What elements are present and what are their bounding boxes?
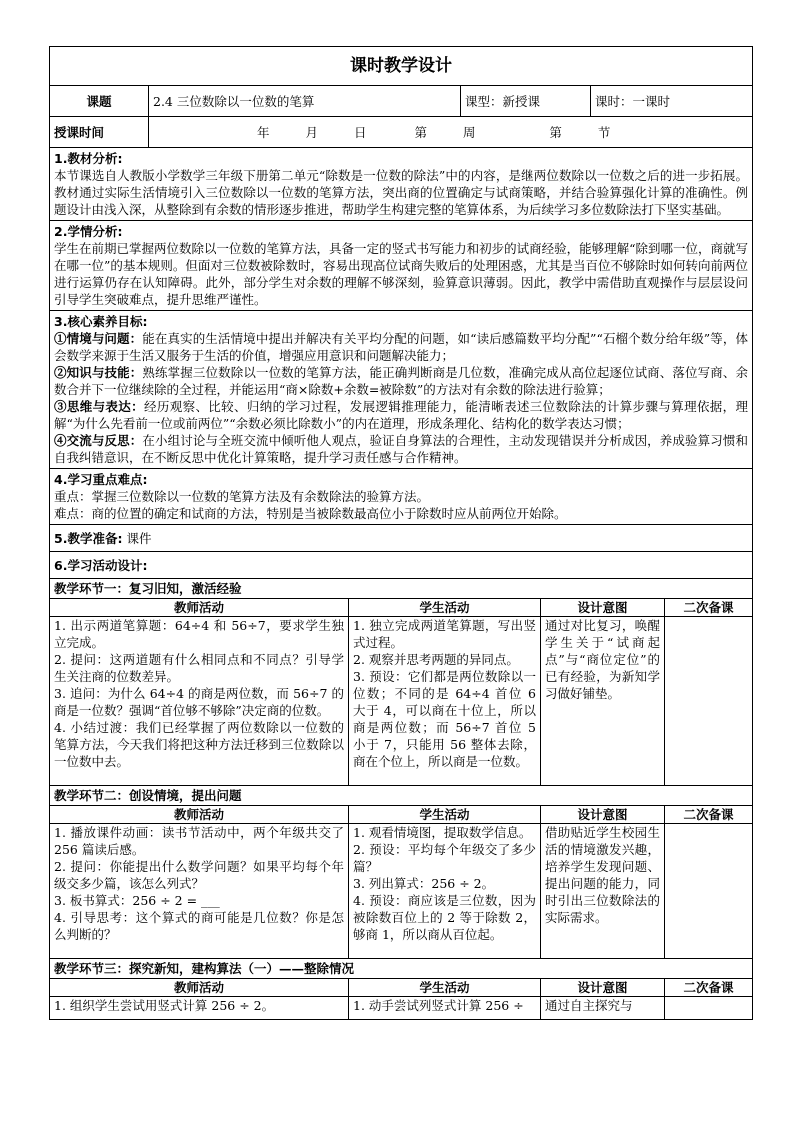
second-prep — [665, 617, 753, 786]
phase-title: 教学环节二：创设情境，提出问题 — [50, 786, 753, 806]
section-title: 5.教学准备: — [54, 530, 123, 546]
section-activity-design: 6.学习活动设计: — [50, 552, 753, 579]
student-step: 1. 独立完成两道笔算题，写出竖式过程。 — [353, 618, 536, 650]
month-label: 月 — [305, 124, 318, 140]
design-intent: 通过自主探究与 — [541, 997, 665, 1020]
teacher-step: 3. 追问：为什么 64÷4 的商是两位数，而 56÷7 的商是一位数？强调“首位够不够除”决定商的位数。 — [54, 686, 344, 718]
student-activity — [349, 617, 541, 786]
col-teacher: 教师活动 — [50, 979, 349, 997]
section-title: 1.教材分析: — [54, 151, 123, 166]
goal-label: ②知识与技能： — [54, 365, 143, 380]
teacher-step: 2. 提问：你能提出什么数学问题？如果平均每个年级交多少篇，该怎么列式？ — [54, 859, 344, 891]
section-body: 本节课选自人教版小学数学三年级下册第二单元“除数是一位数的除法”中的内容，是继两位数除以一位数之后的进一步拓展。教材通过实际生活情境引入三位数除以一位数的笔算方法，突出商的位置确定与试商策略，并结合验算强化计算的准确性。例题设计由浅入深，从整除到有余数的情形逐步推进，帮助学生构建完整的笔算体系，为后续学习多位数除法打下坚实基础。 — [54, 168, 749, 217]
goal-label: ④交流与反思： — [54, 433, 143, 448]
teacher-activity — [50, 997, 349, 1020]
student-step: 4. 预设：商应该是三位数，因为被除数百位上的 2 等于除数 2，够商 1，所以商从百位起。 — [353, 893, 536, 942]
section-title: 2.学情分析: — [54, 224, 123, 239]
key-point: 重点：掌握三位数除以一位数的笔算方法及有余数除法的验算方法。 — [54, 489, 430, 504]
day-label: 日 — [353, 124, 367, 140]
lesson-plan-page — [49, 46, 752, 1020]
student-activity — [349, 824, 541, 959]
goal-item — [54, 330, 748, 364]
preparation-value: 课件 — [126, 530, 152, 546]
col-intent: 设计意图 — [541, 806, 665, 824]
goal-text: 能在真实的生活情境中提出并解决有关平均分配的问题，如“读后感篇数平均分配”“石榴个数分给年级”等，体会数学来源于生活又服务于生活的价值，增强应用意识和问题解决能力； — [54, 331, 749, 363]
second-prep — [665, 997, 753, 1020]
lesson-hours: 课时：一课时 — [591, 86, 753, 117]
section-body: 学生在前期已掌握两位数除以一位数的笔算方法，具备一定的竖式书写能力和初步的试商经验，能够理解“除到哪一位，商就写在哪一位”的基本规则。但面对三位数被除数时，容易出现高位试商失败后的处理困惑，尤其是当百位不够除时如何转向前两位进行运算仍存在认知障碍。此外，部分学生对余数的理解不够深刻，验算意识薄弱。因此，教学中需借助直观操作与层层设问引导学生突破难点，提升思维严谨性。 — [54, 241, 749, 307]
goal-label: ①情境与问题： — [54, 331, 143, 346]
section-core-goals — [50, 311, 753, 469]
goal-label: ③思维与表达： — [54, 399, 145, 414]
design-intent: 借助贴近学生校园生活的情境激发兴趣，培养学生发现问题、提出问题的能力，同时引出三位数除法的实际需求。 — [541, 824, 665, 959]
section-textbook-analysis — [50, 148, 753, 221]
student-step: 1. 动手尝试列竖式计算 256 ÷ — [353, 998, 524, 1013]
teacher-step: 1. 组织学生尝试用竖式计算 256 ÷ 2。 — [54, 998, 275, 1013]
student-step: 2. 预设：平均每个年级交了多少篇？ — [353, 842, 536, 874]
goal-text: 在小组讨论与全班交流中倾听他人观点，验证自身算法的合理性，主动发现错误并分析成因，养成验算习惯和自我纠错意识，在不断反思中优化计算策略，提升学习责任感与合作精神。 — [54, 433, 749, 465]
week-prefix: 第 — [414, 124, 427, 140]
goal-item — [54, 432, 748, 466]
teacher-step: 4. 小结过渡：我们已经掌握了两位数除以一位数的笔算方法，今天我们将把这种方法迁移到三位数除以一位数中去。 — [54, 720, 344, 769]
difficult-point: 难点：商的位置的确定和试商的方法，特别是当被除数最高位小于除数时应从前两位开始除。 — [54, 506, 567, 521]
phase-title: 教学环节三：探究新知，建构算法（一）——整除情况 — [50, 959, 753, 979]
teacher-step: 2. 提问：这两道题有什么相同点和不同点？引导学生关注商的位数差异。 — [54, 652, 344, 684]
section-title: 4.学习重点难点: — [54, 472, 148, 487]
student-step: 3. 预设：它们都是两位数除以一位数；不同的是 64÷4 首位 6 大于 4，可以商在十位上，所以商是两位数；而 56÷7 首位 5 小于 7，只能用 56 整体去除，商在个位上，所以商是一位数。 — [353, 669, 536, 769]
topic-value: 2.4 三位数除以一位数的笔算 — [149, 86, 461, 117]
teacher-activity — [50, 824, 349, 959]
goal-item — [54, 398, 748, 432]
student-activity — [349, 997, 541, 1020]
col-student: 学生活动 — [349, 599, 541, 617]
year-label: 年 — [256, 124, 270, 140]
goal-text: 经历观察、比较、归纳的学习过程，发展逻辑推理能力，能清晰表述三位数除法的计算步骤与算理依据，理解“为什么先看前一位或前两位”“余数必须比除数小”的内在道理，形成条理化、结构化的数学表达习惯； — [54, 399, 749, 431]
col-second: 二次备课 — [665, 806, 753, 824]
design-intent: 通过对比复习，唤醒学生关于“试商起点”与“商位定位”的已有经验，为新知学习做好铺垫。 — [541, 617, 665, 786]
section-label: 节 — [597, 124, 611, 140]
col-teacher: 教师活动 — [50, 806, 349, 824]
topic-label: 课题 — [50, 86, 149, 117]
time-label: 授课时间 — [50, 117, 149, 148]
student-step: 1. 观看情境图，提取数学信息。 — [353, 825, 532, 840]
week-label: 周 — [462, 124, 476, 140]
teacher-step: 1. 出示两道笔算题：64÷4 和 56÷7，要求学生独立完成。 — [54, 618, 344, 650]
second-prep — [665, 824, 753, 959]
student-step: 2. 观察并思考两题的异同点。 — [353, 652, 519, 667]
col-second: 二次备课 — [665, 599, 753, 617]
phase-title: 教学环节一：复习旧知，激活经验 — [50, 579, 753, 599]
section-preparation — [50, 525, 753, 552]
section-title: 3.核心素养目标: — [54, 314, 148, 329]
teacher-step: 1. 播放课件动画：读书节活动中，两个年级共交了 256 篇读后感。 — [54, 825, 344, 857]
col-teacher: 教师活动 — [50, 599, 349, 617]
section-prefix: 第 — [549, 124, 562, 140]
teacher-step: 4. 引导思考：这个算式的商可能是几位数？你是怎么判断的？ — [54, 910, 344, 942]
lesson-type: 课型：新授课 — [461, 86, 591, 117]
time-value — [149, 117, 753, 148]
goal-text: 熟练掌握三位数除以一位数的笔算方法，能正确判断商是几位数，准确完成从高位起逐位试商、落位写商、余数合并下一位继续除的全过程，并能运用“商×除数+余数=被除数”的方法对有余数的除法进行验算； — [54, 365, 749, 397]
lesson-plan-table — [49, 46, 753, 1020]
col-intent: 设计意图 — [541, 979, 665, 997]
col-student: 学生活动 — [349, 979, 541, 997]
col-intent: 设计意图 — [541, 599, 665, 617]
col-second: 二次备课 — [665, 979, 753, 997]
col-student: 学生活动 — [349, 806, 541, 824]
document-title: 课时教学设计 — [50, 47, 753, 86]
teacher-step: 3. 板书算式：256 ÷ 2 = ___ — [54, 893, 220, 908]
section-key-points — [50, 469, 753, 525]
teacher-activity — [50, 617, 349, 786]
student-step: 3. 列出算式：256 ÷ 2。 — [353, 876, 495, 891]
goal-item — [54, 364, 748, 398]
section-learner-analysis — [50, 221, 753, 311]
